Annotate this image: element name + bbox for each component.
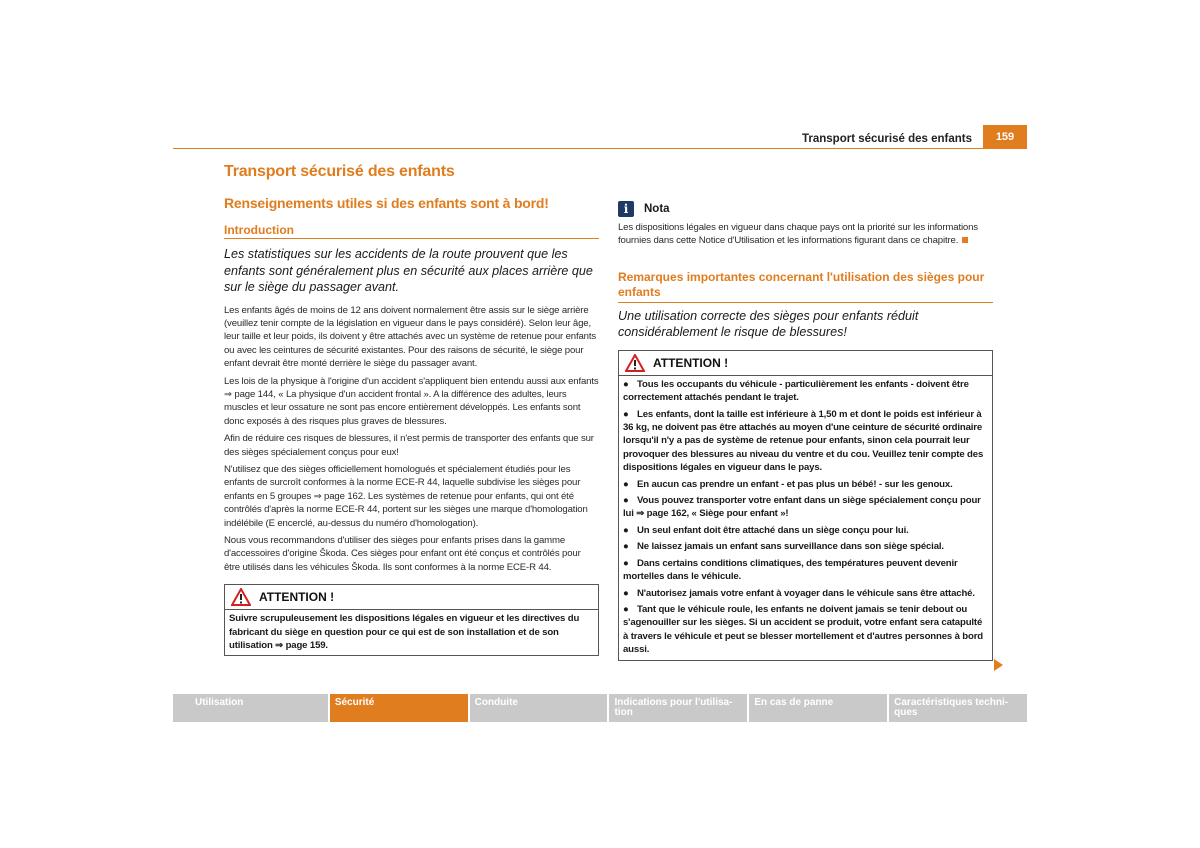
tab-conduite[interactable]: Conduite: [470, 694, 608, 722]
running-title: Transport sécurisé des enfants: [801, 133, 972, 145]
note-text-content: Les dispositions légales en vigueur dans chaque pays ont la priorité sur les informations fournies dans cette Notice d'Utilisation et les informations figurant dans ce chapitre.: [618, 222, 978, 247]
attention-item-text: Les enfants, dont la taille est inférieure à 1,50 m et dont le poids est inférieur à 36 kg, ne doivent pas être attachés au moyen d'une ceinture de sécurité ordinaire lorsqu'il n'y a pas de système de retenue pour enfants, sinon cela pourrait leur provoquer des blessures au niveau du ventre et du cou. Veuillez tenir compte des dispositions légales en vigueur dans le pays.: [623, 408, 984, 474]
attention-header: [225, 585, 598, 610]
attention-item-text: En aucun cas prendre un enfant - et pas plus un bébé! - sur les genoux.: [637, 478, 953, 490]
paragraph: Afin de réduire ces risques de blessures, il n'est permis de transporter des enfants que sur des sièges spécialement conçus pour eux!: [224, 433, 594, 458]
introduction-lead: Les statistiques sur les accidents de la route prouvent que les enfants sont généralement plus en sécurité aux places arrière que sur le siège du passager avant.: [224, 247, 593, 294]
attention-box: [618, 350, 993, 661]
attention-title: ATTENTION !: [653, 355, 729, 370]
attention-header: [619, 351, 992, 376]
note-header: [618, 201, 993, 217]
tab-en-cas-de-panne[interactable]: En cas de panne: [749, 694, 887, 722]
attention-item-text: N'autorisez jamais votre enfant à voyager dans le véhicule sans être attaché.: [637, 587, 975, 599]
attention-item: [623, 524, 988, 537]
attention-item-text: Tous les occupants du véhicule - particulièrement les enfants - doivent être correctement attachés pendant le trajet.: [623, 378, 969, 404]
remarks-lead: Une utilisation correcte des sièges pour enfants réduit considérablement le risque de blessures!: [618, 308, 919, 340]
attention-item: [623, 378, 988, 405]
attention-item: [623, 557, 988, 584]
footer-tabs: [173, 694, 1027, 722]
attention-item-text: Vous pouvez transporter votre enfant dans un siège spécialement conçu pour lui ⇒ page 162, « Siège pour enfant »!: [623, 495, 981, 520]
attention-item: [623, 540, 988, 553]
attention-item-text: Ne laissez jamais un enfant sans surveillance dans son siège spécial.: [637, 541, 944, 553]
paragraph: Les lois de la physique à l'origine d'un accident s'appliquent bien entendu aussi aux enfants ⇒ page 144, « La physique d'un accident frontal ». A la différence des adultes, leurs muscles et leur ossature ne sont pas encore entièrement développés. Les enfants sont donc exposés à des risques plus graves de blessures.: [224, 375, 599, 427]
attention-item: [623, 494, 988, 521]
warning-triangle-icon: [231, 588, 251, 606]
attention-item-text: Tant que le véhicule roule, les enfants ne doivent jamais se tenir debout ou s'agenouiller sur les sièges. Si un accident se produit, votre enfant sera catapulté à travers le véhicule et peut se blesser mortellement et d'autres personnes à bord aussi.: [623, 603, 984, 656]
tab-caracteristiques[interactable]: Caractéristiques techni-ques: [889, 694, 1027, 722]
bullet: ●: [623, 478, 629, 490]
bullet: ●: [623, 557, 629, 569]
continue-arrow-icon: [994, 659, 1003, 671]
chapter-title: Transport sécurisé des enfants: [224, 163, 455, 180]
attention-item: [623, 603, 988, 657]
attention-item-text: Dans certains conditions climatiques, des températures peuvent devenir mortelles dans le véhicule.: [623, 557, 958, 583]
note-text: [618, 221, 993, 248]
bullet: ●: [623, 541, 629, 553]
paragraph: Les enfants âgés de moins de 12 ans doivent normalement être assis sur le siège arrière (veuillez tenir compte de la législation en vigueur dans le pays considéré). Selon leur âge, leur taille et leur poids, ils doivent y être attachés avec un système de retenue pour enfants ou avec les ceintures de sécurité existantes. Pour des raisons de sécurité, le siège pour enfant devrait être monté derrière le siège du passager avant.: [224, 304, 597, 370]
bullet: ●: [623, 524, 629, 536]
header-rule: [173, 148, 983, 149]
attention-box: [224, 584, 599, 656]
tab-indications[interactable]: Indications pour l'utilisa-tion: [609, 694, 747, 722]
attention-title: ATTENTION !: [259, 590, 335, 605]
attention-item-text: Un seul enfant doit être attaché dans un siège conçu pour lui.: [637, 524, 909, 536]
attention-item: [623, 408, 988, 475]
tab-utilisation[interactable]: Utilisation: [173, 694, 328, 722]
end-of-section-marker: [962, 237, 968, 243]
left-column: [224, 163, 599, 656]
bullet: ●: [623, 587, 629, 599]
warning-triangle-icon: [625, 354, 645, 372]
bullet: ●: [623, 408, 629, 420]
introduction-heading: Introduction: [224, 223, 599, 239]
bullet: ●: [623, 495, 629, 507]
attention-text: Suivre scrupuleusement les dispositions légales en vigueur et les directives du fabricant du siège en question pour ce qui est de son installation et de son utilisation ⇒ page 159.: [229, 613, 580, 652]
attention-list: [619, 376, 992, 660]
remarks-heading: Remarques importantes concernant l'utilisation des sièges pour enfants: [618, 270, 993, 303]
note-title: Nota: [644, 203, 670, 215]
info-icon: i: [618, 201, 634, 217]
page-number: 159: [983, 125, 1027, 149]
right-column: [618, 201, 993, 661]
bullet: ●: [623, 603, 629, 615]
paragraph: Nous vous recommandons d'utiliser des sièges pour enfants prises dans la gamme d'accessoires d'origine Škoda. Ces sièges pour enfant ont été conçus et contrôlés pour être utilisés dans les véhicules Škoda. Ils sont conformes à la norme ECE-R 44.: [224, 535, 581, 573]
paragraph: N'utilisez que des sièges officiellement homologués et spécialement étudiés pour les enfants de surcroît conformes à la norme ECE-R 44, laquelle subdivise les sièges pour enfants en 5 groupes ⇒ page 162. Les systèmes de retenue pour enfants, qui ont été contrôlés d'après la norme ECE-R 44, portent sur les sièges une marque d'homologation indélébile (E encerclé, au-dessus du numéro d'homologation).: [224, 463, 588, 529]
attention-item: [623, 478, 988, 491]
tab-securite[interactable]: Sécurité: [330, 694, 468, 722]
attention-item: [623, 587, 988, 600]
bullet: ●: [623, 378, 629, 390]
section-subtitle: Renseignements utiles si des enfants sont à bord!: [224, 195, 549, 211]
